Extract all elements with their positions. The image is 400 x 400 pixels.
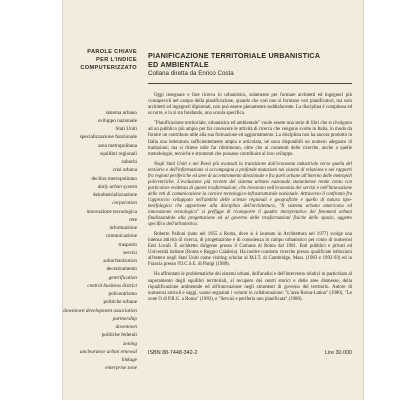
series-title <box>148 52 352 69</box>
keyword-item: suburbanization <box>103 258 137 265</box>
keyword-heading <box>62 48 137 73</box>
keyword-item: informazione <box>109 225 137 232</box>
keyword-heading-line: PER L'INDICE <box>96 57 137 64</box>
keyword-item: policentrismo <box>108 291 137 298</box>
keyword-item: rete <box>129 216 137 223</box>
keyword-item: linkage <box>121 357 137 364</box>
keyword-item: servizi <box>123 249 137 256</box>
keyword-item: unclearance urban renewal <box>79 348 137 355</box>
keyword-item: partnership <box>112 315 137 322</box>
keyword-item: decentramento <box>106 266 137 273</box>
keyword-item: central business district <box>87 282 137 289</box>
keyword-item: crisi urbana <box>112 167 137 174</box>
isbn: ISBN 88-7448-342-2 <box>148 350 198 356</box>
body-paragraph: Ha affrontato le problematiche dei sistemi urbani, dell'analisi e dell'intervento relativi in particolare al superamento degli squilibri territoriali, al recupero dei centri storici e delle aree dismesse, della riqualificazione ambientale ed all'innovazione negli strumenti di governo del territorio. Autore di numerosi articoli e saggi, vanno segnalati i volumi in collaborazione: "L'area Roma-Latina" (1980), "Le zone O di P.R.G. a Roma" (1983), e "Servizi e periferia non pianificata" (1986). <box>148 272 352 302</box>
keyword-item: deindustrializzazione <box>92 192 137 199</box>
body-text <box>148 93 352 303</box>
keyword-heading-line: PAROLE CHIAVE <box>87 49 137 55</box>
body-paragraph: "Pianificazione territoriale, urbanistica ed ambientale" vuole essere una serie di libri che si rivolgono ad un pubblico più ampio per far conoscere le attività di ricerca che vengono svolte in Italia, in modo da fornire un contributo utile alla sua formazione ed aggiornamento. La disciplina non ha ancora prodotto in Italia una letteratura sufficientemente ampia e articolata, né sono disponibili un numero adeguato di traduzioni; ma si ritiene utile far riferimento, oltre che ai contenuti delle ricerche, anche a quelle metodologie, tecniche e strumenti che possano contribuire al loro sviluppo. <box>148 121 352 157</box>
keyword-item: sistema urbano <box>105 109 137 116</box>
keyword-item: zoning <box>123 340 137 347</box>
keyword-item: downtown development association <box>63 307 137 314</box>
keyword-list <box>62 109 137 373</box>
keyword-item: Stati Uniti <box>115 126 137 133</box>
keyword-item: downtown <box>115 324 137 331</box>
price: Lire 30.000 <box>325 350 352 356</box>
keyword-item: sviluppo nazionale <box>97 117 137 124</box>
keyword-item: specializzazione funzionale <box>79 134 137 141</box>
keyword-sidebar <box>62 48 137 373</box>
keyword-item: gentrification <box>108 274 137 281</box>
keyword-item: corporation <box>112 200 137 207</box>
series-title-line: ED AMBIENTALE <box>148 59 209 69</box>
keyword-item: politiche urbane <box>103 299 137 306</box>
divider <box>148 83 352 84</box>
main-column <box>148 52 352 307</box>
keyword-item: daily urban system <box>97 183 137 190</box>
keyword-item: squilibri regionali <box>99 150 137 157</box>
keyword-item: declino metropolitano <box>91 175 137 182</box>
keyword-item: comunicazione <box>105 233 137 240</box>
keyword-item: trasporto <box>118 241 137 248</box>
keyword-item: area metropolitana <box>98 142 137 149</box>
keyword-item: suburbi <box>121 159 137 166</box>
keyword-item: politiche federali <box>101 332 137 339</box>
body-paragraph: Negli Stati Uniti e nei Paesi più avanzati la transizione dall'economia industriale verso quella del terziario e dell'informazione si accompagna a profonde mutazioni nei sistemi di relazione e nei rapporti fra regioni periferiche ed aree di accentramento direzionale e fra parti urbane all'interno delle metropoli policentriche. L'evoluzione più recente del sistema urbano nazionale statunitense rende conto con particolare evidenza di queste trasformazioni, che investono nell'economia dei servizi e nell'innovazione delle reti di comunicazione la cornice tecnologico-infrastrutturale nazionale. Attraverso il confronto fra l'approccio sviluppato nell'ambito delle scienze regionali e geografiche e quello di natura tipo-morfologica che appartiene alla disciplina dell'architettura, "Il sistema urbano americano ed innovazione tecnologica" si prefigge di ricomporre il quadro interpretativo dei fenomeni urbani finalizzandolo alla progettazione ed al governo delle trasformazioni fisiche dello spazio, oggetto specifico dell'urbanistica. <box>148 161 352 228</box>
series-title-line: PIANIFICAZIONE TERRITORIALE URBANISTICA <box>148 51 321 60</box>
keyword-item: innovazione tecnologica <box>86 208 137 215</box>
body-paragraph: Oggi insegnare e fare ricerca in urbanistica, solamente per formare architetti ed ingegneri più consapevoli nel campo della pianificazione, quando che così non si formano veri pianificatori, ma solo architetti ed ingegneri diplomati, non può essere pienamente soddisfacente. La disciplina è complessa ed occorre, e la si sta fondando, una scuola specifica. <box>148 93 352 117</box>
keyword-heading-line: COMPUTERIZZATO <box>80 65 137 72</box>
series-subtitle: Collana diretta da Enrico Costa <box>148 70 234 78</box>
body-paragraph: Roberto Palloni (nato nel 1955 a Roma, dove si è laureato in Architettura nel 1977) svolge una intensa attività di ricerca, di progettazione e di consulenza in campo urbanistico per conto di numerosi Enti Locali. È architetto dirigente presso il Comune di Roma dal 1981. Enti pubblici e privati ed Università italiane (Roma e Reggio Calabria). Ha inoltre condotto ricerche presso qualificate istituzioni all'estero negli Stati Uniti come visiting scholar al M.I.T. di Cambridge, Mass. (1983 e 1992-93) ed in Francia presso l'O.C.S.E. di Parigi (1988). <box>148 232 352 268</box>
keyword-item: enterprise zone <box>105 365 137 372</box>
